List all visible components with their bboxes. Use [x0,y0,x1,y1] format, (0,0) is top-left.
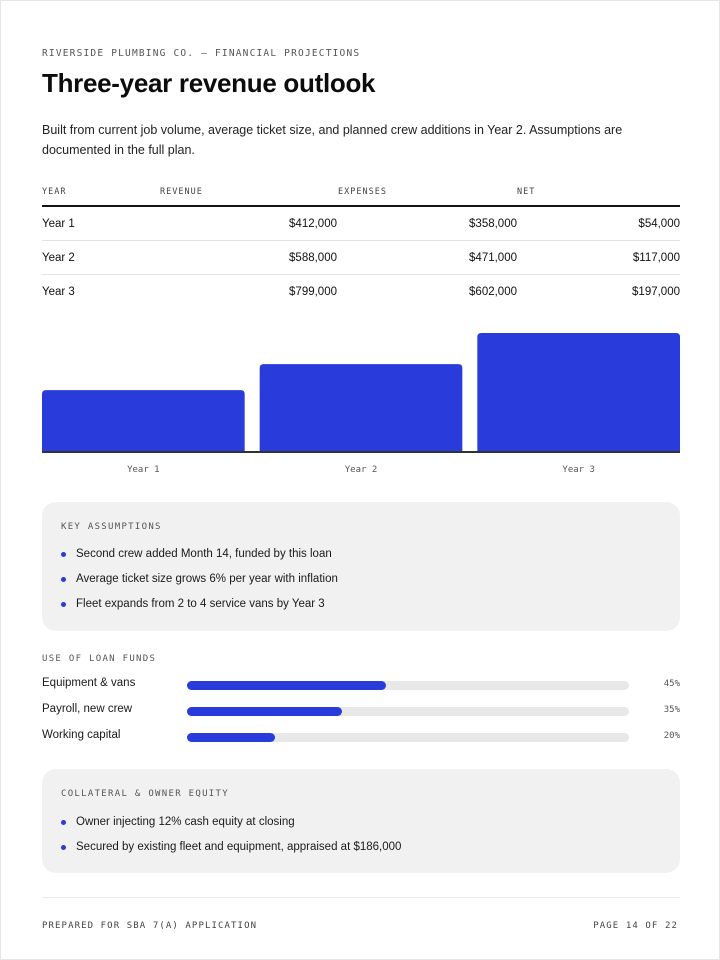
list-item-text: Secured by existing fleet and equipment, appraised at $186,000 [76,841,402,853]
chart-tick-label: Year 3 [562,465,595,475]
fund-name: Payroll, new crew [42,703,133,715]
cell-revenue: $588,000 [289,252,337,264]
list-item [61,546,338,571]
cell-net: $117,000 [632,252,680,264]
fund-progress-track [187,707,629,716]
cell-expenses: $602,000 [469,286,517,298]
fund-row-equipment [42,676,682,694]
list-item-text: Second crew added Month 14, funded by this loan [76,548,332,560]
fund-percent: 35% [663,705,680,715]
list-item [61,814,401,839]
list-item [61,839,401,864]
column-header-year: YEAR [42,187,67,197]
list-item [61,571,338,596]
table-header [42,181,680,207]
document-eyebrow: RIVERSIDE PLUMBING CO. — FINANCIAL PROJECTIONS [42,48,361,59]
cell-year: Year 1 [42,218,75,230]
column-header-expenses: EXPENSES [338,187,387,197]
bullet-dot-icon [61,552,66,557]
chart-tick-label: Year 2 [344,465,378,475]
bullet-dot-icon [61,577,66,582]
chart-svg [42,321,680,481]
cell-revenue: $799,000 [289,286,337,298]
fund-name: Equipment & vans [42,677,136,689]
bullet-dot-icon [61,845,66,850]
key-assumptions-panel [42,502,680,631]
collateral-panel [42,769,680,873]
list-item [61,596,338,621]
fund-progress-track [187,733,629,742]
fund-percent: 20% [663,731,680,741]
projection-table [42,181,680,309]
revenue-bar-chart [42,321,680,481]
chart-bar [260,364,463,451]
footer-prepared-for: PREPARED FOR SBA 7(A) APPLICATION [42,921,258,931]
column-header-net: NET [517,187,536,197]
cell-net: $54,000 [638,218,680,230]
loan-funds-label: USE OF LOAN FUNDS [42,654,157,664]
table-row [42,207,680,241]
chart-bar [477,333,680,451]
cell-net: $197,000 [632,286,680,298]
fund-progress-fill [187,681,386,690]
fund-progress-fill [187,733,275,742]
cell-year: Year 2 [42,252,75,264]
key-assumptions-list [61,546,338,621]
page-title: Three-year revenue outlook [42,68,376,98]
bullet-dot-icon [61,820,66,825]
table-row [42,275,680,309]
fund-progress-track [187,681,629,690]
key-assumptions-label: KEY ASSUMPTIONS [61,522,162,532]
collateral-list [61,814,401,864]
cell-revenue: $412,000 [289,218,337,230]
page-number: PAGE 14 OF 22 [593,921,678,931]
fund-row-payroll [42,702,682,720]
table-row [42,241,680,275]
list-item-text: Fleet expands from 2 to 4 service vans by Year 3 [76,598,325,610]
collateral-label: COLLATERAL & OWNER EQUITY [61,789,229,799]
list-item-text: Owner injecting 12% cash equity at closing [76,816,295,828]
cell-year: Year 3 [42,286,75,298]
column-header-revenue: REVENUE [160,187,203,197]
bullet-dot-icon [61,602,66,607]
cell-expenses: $471,000 [469,252,517,264]
fund-name: Working capital [42,729,121,741]
intro-paragraph: Built from current job volume, average ticket size, and planned crew additions in Year 2. Assumptions are documented in the full plan. [42,123,623,157]
list-item-text: Average ticket size grows 6% per year with inflation [76,573,338,585]
footer-divider [42,897,680,898]
chart-bar [42,390,245,451]
fund-row-working-capital [42,728,682,746]
fund-percent: 45% [663,679,680,689]
cell-expenses: $358,000 [469,218,517,230]
fund-progress-fill [187,707,342,716]
chart-tick-label: Year 1 [127,465,160,475]
